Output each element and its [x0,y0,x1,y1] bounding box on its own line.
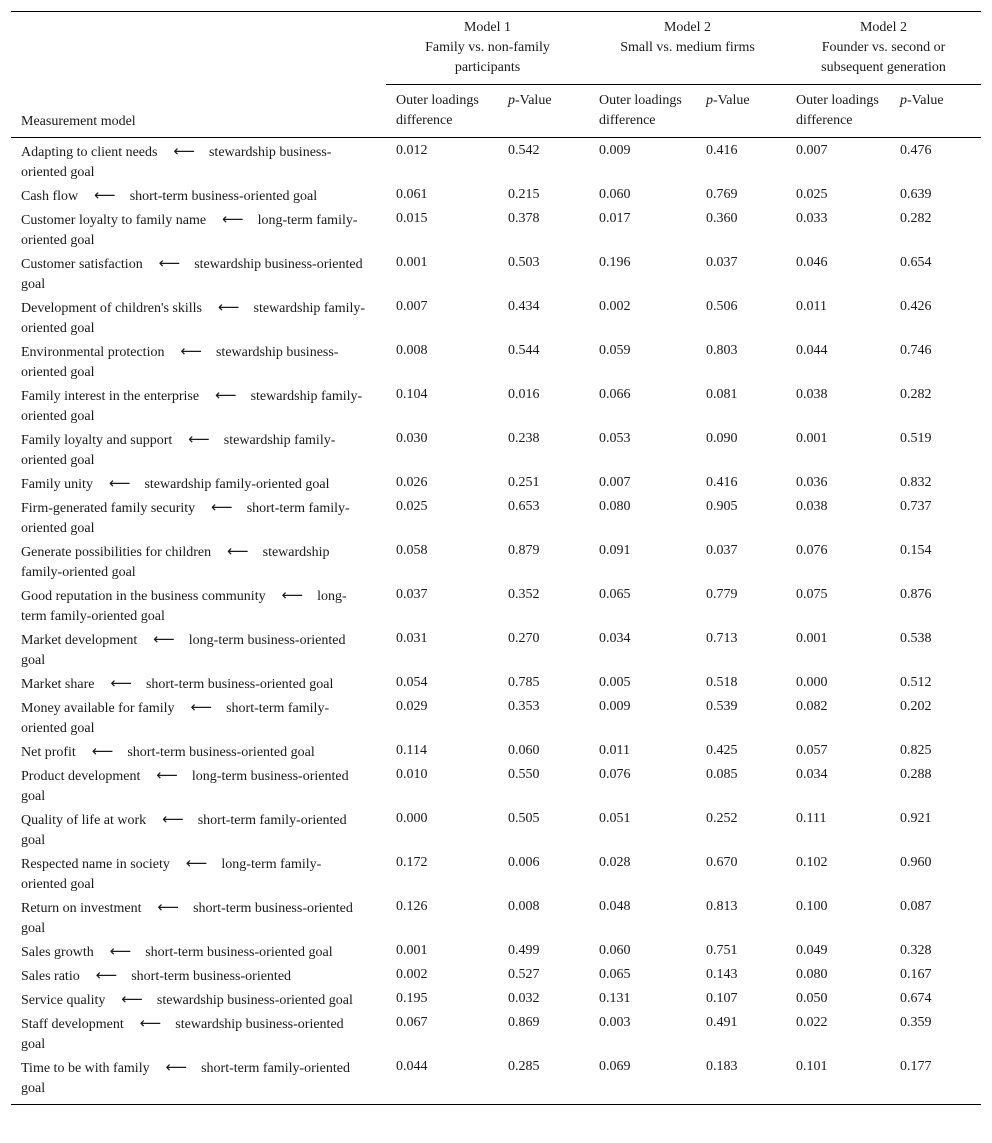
model-1-diff-cell: 0.067 [396,1015,428,1030]
model-3-pvalue-cell: 0.825 [900,743,932,758]
indicator-name: Customer loyalty to family name [21,213,207,228]
model-1-diff-cell: 0.114 [396,743,427,758]
table-row [11,988,981,1012]
model-3-pvalue-cell: 0.921 [900,811,932,826]
indicator-path-cell [11,184,386,208]
indicator-path-cell [11,740,386,764]
model-2-pvalue-cell: 0.252 [706,811,738,826]
model-3-heading [786,12,981,85]
construct-name: stewardship family-oriented goal [21,389,363,424]
table-header [11,12,981,138]
indicator-name: Development of children's skills [21,301,202,316]
indicator-name: Market share [21,677,95,692]
model-1-diff-cell: 0.061 [396,187,428,202]
model-3-diff-cell: 0.038 [796,499,828,514]
indicator-name: Customer satisfaction [21,257,143,272]
table-row [11,764,981,808]
model-2-diff-cell: 0.066 [599,387,631,402]
model-1-pvalue-cell: 0.378 [508,211,540,226]
indicator-name: Firm-generated family security [21,501,196,516]
invariance-results-table [11,11,981,1105]
indicator-path-cell [11,696,386,740]
model-1-pvalue-cell: 0.869 [508,1015,540,1030]
indicator-path-cell [11,496,386,540]
indicator-name: Family loyalty and support [21,433,173,448]
model-2-diff-cell: 0.060 [599,943,631,958]
model-1-pvalue-cell: 0.238 [508,431,540,446]
model-3-diff-cell: 0.011 [796,299,827,314]
indicator-path-cell [11,1012,386,1056]
indicator-path-cell [11,852,386,896]
model-3-subtitle-line1: Founder vs. second or [821,40,946,55]
model-3-title: Model 2 [859,20,908,35]
model-1-diff-cell: 0.015 [396,211,428,226]
model-1-pvalue-heading: p-Value [508,85,589,138]
model-2-pvalue-cell: 0.107 [706,991,738,1006]
model-1-pvalue-cell: 0.503 [508,255,540,270]
left-arrow-icon: ⟵ [108,474,131,492]
model-2-diff-cell: 0.060 [599,187,631,202]
table-row [11,628,981,672]
construct-name: stewardship business-oriented goal [156,993,353,1008]
model-1-pvalue-cell: 0.542 [508,143,540,158]
model-2-pvalue-cell: 0.905 [706,499,738,514]
model-3-pvalue-heading: p-Value [900,85,981,138]
model-2-diff-cell: 0.196 [599,255,631,270]
model-1-pvalue-cell: 0.352 [508,587,540,602]
indicator-name: Good reputation in the business community [21,589,266,604]
model-3-diff-cell: 0.076 [796,543,828,558]
indicator-path-cell [11,764,386,808]
left-arrow-icon: ⟵ [158,254,181,272]
model-1-pvalue-cell: 0.527 [508,967,540,982]
construct-name: short-term family-oriented goal [21,701,330,736]
construct-name: short-term business-oriented goal [21,901,353,936]
indicator-path-cell [11,672,386,696]
model-3-diff-cell: 0.034 [796,767,828,782]
model-3-diff-heading: Outer loadings difference [786,85,900,138]
model-2-pvalue-cell: 0.779 [706,587,738,602]
indicator-name: Staff development [21,1017,124,1032]
model-2-diff-cell: 0.053 [599,431,631,446]
model-1-pvalue-cell: 0.550 [508,767,540,782]
model-3-pvalue-cell: 0.288 [900,767,932,782]
model-1-diff-cell: 0.195 [396,991,428,1006]
construct-name: long-term family-oriented goal [21,589,347,624]
model-2-pvalue-cell: 0.491 [706,1015,738,1030]
indicator-name: Service quality [21,993,106,1008]
model-3-pvalue-cell: 0.426 [900,299,932,314]
left-arrow-icon: ⟵ [91,742,114,760]
model-1-diff-cell: 0.172 [396,855,428,870]
construct-name: short-term business-oriented goal [145,945,333,960]
indicator-name: Product development [21,769,141,784]
table-row [11,138,981,185]
indicator-path-cell [11,138,386,185]
left-arrow-icon: ⟵ [185,854,208,872]
left-arrow-icon: ⟵ [180,342,202,360]
model-2-diff-cell: 0.091 [599,543,631,558]
construct-name: stewardship business-oriented goal [21,1017,344,1052]
model-1-diff-cell: 0.002 [396,967,428,982]
left-arrow-icon: ⟵ [156,766,178,784]
construct-name: stewardship family-oriented goal [21,301,366,336]
model-1-diff-cell: 0.007 [396,299,428,314]
table-row [11,208,981,252]
left-arrow-icon: ⟵ [165,1058,188,1076]
model-3-diff-cell: 0.082 [796,699,828,714]
model-3-pvalue-cell: 0.639 [900,187,932,202]
table-body [11,138,981,1101]
model-1-diff-cell: 0.001 [396,255,428,270]
table-row [11,584,981,628]
model-3-pvalue-cell: 0.154 [900,543,932,558]
left-arrow-icon: ⟵ [153,630,175,648]
model-1-pvalue-cell: 0.434 [508,299,540,314]
construct-name: short-term family-oriented goal [21,501,350,536]
model-2-pvalue-cell: 0.416 [706,475,738,490]
model-3-pvalue-cell: 0.519 [900,431,932,446]
indicator-path-cell [11,384,386,428]
table-row [11,940,981,964]
indicator-path-cell [11,896,386,940]
model-2-diff-cell: 0.131 [599,991,631,1006]
model-2-pvalue-cell: 0.090 [706,431,738,446]
left-arrow-icon: ⟵ [211,498,233,516]
model-3-pvalue-cell: 0.359 [900,1015,932,1030]
model-2-pvalue-cell: 0.360 [706,211,738,226]
table-row [11,252,981,296]
model-2-title: Model 2 [663,20,712,35]
model-3-diff-cell: 0.080 [796,967,828,982]
left-arrow-icon: ⟵ [109,942,132,960]
left-arrow-icon: ⟵ [218,298,240,316]
model-2-diff-cell: 0.059 [599,343,631,358]
indicator-path-cell [11,964,386,988]
indicator-name: Quality of life at work [21,813,147,828]
model-3-diff-cell: 0.049 [796,943,828,958]
model-1-pvalue-cell: 0.544 [508,343,540,358]
model-2-diff-cell: 0.011 [599,743,630,758]
model-1-subtitle-line1: Family vs. non-family [425,40,550,55]
model-2-pvalue-cell: 0.751 [706,943,738,958]
model-3-pvalue-cell: 0.960 [900,855,932,870]
model-3-pvalue-cell: 0.746 [900,343,932,358]
model-1-pvalue-cell: 0.879 [508,543,540,558]
model-3-pvalue-cell: 0.654 [900,255,932,270]
model-1-pvalue-cell: 0.505 [508,811,540,826]
model-3-pvalue-cell: 0.282 [900,211,932,226]
model-1-pvalue-cell: 0.006 [508,855,540,870]
left-arrow-icon: ⟵ [281,586,304,604]
model-2-diff-cell: 0.076 [599,767,631,782]
table-row [11,296,981,340]
model-2-diff-cell: 0.080 [599,499,631,514]
model-1-diff-cell: 0.012 [396,143,428,158]
left-arrow-icon: ⟵ [110,674,132,692]
construct-name: stewardship business-oriented goal [21,145,332,180]
model-2-pvalue-cell: 0.518 [706,675,738,690]
indicator-path-cell [11,296,386,340]
model-1-pvalue-cell: 0.499 [508,943,540,958]
model-3-pvalue-cell: 0.177 [900,1059,932,1074]
model-3-diff-cell: 0.057 [796,743,828,758]
construct-name: stewardship family-oriented goal [21,545,330,580]
construct-name: short-term family-oriented goal [21,813,347,848]
model-3-pvalue-cell: 0.538 [900,631,932,646]
model-2-pvalue-cell: 0.813 [706,899,738,914]
model-2-pvalue-cell: 0.085 [706,767,738,782]
left-arrow-icon: ⟵ [227,542,249,560]
indicator-path-cell [11,340,386,384]
model-3-pvalue-cell: 0.737 [900,499,932,514]
model-1-diff-cell: 0.000 [396,811,428,826]
model-3-diff-cell: 0.022 [796,1015,828,1030]
table-row [11,740,981,764]
model-1-diff-cell: 0.001 [396,943,428,958]
model-3-pvalue-cell: 0.674 [900,991,932,1006]
model-1-pvalue-cell: 0.060 [508,743,540,758]
left-arrow-icon: ⟵ [162,810,184,828]
model-2-diff-cell: 0.034 [599,631,631,646]
model-1-diff-cell: 0.025 [396,499,428,514]
indicator-name: Cash flow [21,189,79,204]
table-row [11,540,981,584]
model-2-pvalue-cell: 0.037 [706,255,738,270]
indicator-name: Adapting to client needs [21,145,158,160]
model-2-pvalue-heading: p-Value [706,85,786,138]
model-3-pvalue-cell: 0.087 [900,899,932,914]
model-3-diff-cell: 0.033 [796,211,828,226]
model-3-diff-cell: 0.046 [796,255,828,270]
left-arrow-icon: ⟵ [222,210,244,228]
model-1-pvalue-cell: 0.251 [508,475,540,490]
construct-name: long-term family-oriented goal [21,213,358,248]
construct-name: short-term family-oriented goal [21,1061,351,1096]
model-1-diff-cell: 0.104 [396,387,428,402]
indicator-name: Family interest in the enterprise [21,389,200,404]
left-arrow-icon: ⟵ [190,698,213,716]
left-arrow-icon: ⟵ [94,186,116,204]
model-2-pvalue-cell: 0.416 [706,143,738,158]
left-arrow-icon: ⟵ [157,898,180,916]
model-1-pvalue-cell: 0.353 [508,699,540,714]
model-3-pvalue-cell: 0.876 [900,587,932,602]
indicator-path-cell [11,628,386,672]
model-3-diff-cell: 0.101 [796,1059,828,1074]
model-1-heading [386,12,589,85]
model-2-pvalue-cell: 0.183 [706,1059,738,1074]
model-2-subtitle-line1: Small vs. medium firms [620,40,755,55]
model-3-diff-cell: 0.001 [796,631,828,646]
construct-name: stewardship family-oriented goal [144,477,330,492]
indicator-path-cell [11,252,386,296]
model-2-diff-cell: 0.065 [599,587,631,602]
construct-name: short-term business-oriented goal [129,189,318,204]
indicator-name: Net profit [21,745,76,760]
model-1-pvalue-cell: 0.785 [508,675,540,690]
model-3-diff-cell: 0.100 [796,899,828,914]
construct-name: short-term business-oriented goal [127,745,315,760]
left-arrow-icon: ⟵ [188,430,210,448]
table-row [11,1056,981,1100]
indicator-name: Sales ratio [21,969,80,984]
table-row [11,472,981,496]
model-2-pvalue-cell: 0.143 [706,967,738,982]
model-3-diff-cell: 0.025 [796,187,828,202]
model-1-pvalue-cell: 0.016 [508,387,540,402]
table-row [11,384,981,428]
indicator-name: Time to be with family [21,1061,150,1076]
construct-name: stewardship family-oriented goal [21,433,336,468]
model-2-diff-cell: 0.051 [599,811,631,826]
construct-name: stewardship business-oriented goal [21,345,339,380]
table-row [11,672,981,696]
model-1-diff-cell: 0.010 [396,767,428,782]
construct-name: short-term business-oriented [131,969,292,984]
model-2-pvalue-cell: 0.539 [706,699,738,714]
model-3-diff-cell: 0.007 [796,143,828,158]
model-3-diff-cell: 0.102 [796,855,828,870]
model-1-diff-cell: 0.030 [396,431,428,446]
construct-name: long-term business-oriented goal [21,633,346,668]
results-table-container [11,11,981,1105]
left-arrow-icon: ⟵ [121,990,143,1008]
table-row [11,964,981,988]
model-3-pvalue-cell: 0.832 [900,475,932,490]
model-2-pvalue-cell: 0.713 [706,631,738,646]
table-row [11,340,981,384]
model-1-diff-cell: 0.054 [396,675,428,690]
model-1-diff-cell: 0.029 [396,699,428,714]
model-3-diff-cell: 0.050 [796,991,828,1006]
construct-name: stewardship business-oriented goal [21,257,363,292]
table-row [11,184,981,208]
model-3-diff-cell: 0.044 [796,343,828,358]
indicator-path-cell [11,940,386,964]
model-2-subtitle-line2 [589,58,786,78]
table-row [11,852,981,896]
model-1-pvalue-cell: 0.215 [508,187,540,202]
measurement-model-heading: Measurement model [11,12,386,138]
model-1-diff-cell: 0.026 [396,475,428,490]
model-3-subtitle-line2: subsequent generation [821,60,946,75]
model-1-pvalue-cell: 0.653 [508,499,540,514]
model-2-diff-cell: 0.002 [599,299,631,314]
indicator-name: Money available for family [21,701,175,716]
model-1-pvalue-cell: 0.008 [508,899,540,914]
indicator-name: Respected name in society [21,857,170,872]
model-2-pvalue-cell: 0.425 [706,743,738,758]
table-row [11,696,981,740]
model-1-diff-cell: 0.037 [396,587,428,602]
model-1-pvalue-cell: 0.285 [508,1059,540,1074]
model-3-diff-cell: 0.000 [796,675,828,690]
indicator-name: Environmental protection [21,345,165,360]
model-2-diff-cell: 0.009 [599,143,631,158]
model-3-diff-cell: 0.036 [796,475,828,490]
model-3-diff-cell: 0.111 [796,811,827,826]
indicator-name: Market development [21,633,138,648]
model-2-pvalue-cell: 0.081 [706,387,738,402]
model-2-diff-heading: Outer loadings difference [589,85,706,138]
model-3-diff-cell: 0.038 [796,387,828,402]
model-3-pvalue-cell: 0.282 [900,387,932,402]
model-3-pvalue-cell: 0.328 [900,943,932,958]
construct-name: long-term family-oriented goal [21,857,322,892]
model-2-diff-cell: 0.003 [599,1015,631,1030]
model-2-pvalue-cell: 0.670 [706,855,738,870]
model-1-diff-cell: 0.008 [396,343,428,358]
model-3-pvalue-cell: 0.476 [900,143,932,158]
indicator-name: Generate possibilities for children [21,545,212,560]
left-arrow-icon: ⟵ [215,386,237,404]
model-2-diff-cell: 0.069 [599,1059,631,1074]
left-arrow-icon: ⟵ [95,966,118,984]
model-3-diff-cell: 0.001 [796,431,828,446]
model-2-diff-cell: 0.048 [599,899,631,914]
model-2-diff-cell: 0.065 [599,967,631,982]
model-2-diff-cell: 0.007 [599,475,631,490]
left-arrow-icon: ⟵ [173,142,195,160]
indicator-path-cell [11,808,386,852]
model-3-pvalue-cell: 0.512 [900,675,932,690]
table-row [11,896,981,940]
model-2-heading [589,12,786,85]
model-2-pvalue-cell: 0.037 [706,543,738,558]
left-arrow-icon: ⟵ [139,1014,162,1032]
model-2-pvalue-cell: 0.803 [706,343,738,358]
indicator-path-cell [11,472,386,496]
model-1-diff-cell: 0.126 [396,899,428,914]
model-2-pvalue-cell: 0.769 [706,187,738,202]
table-row [11,808,981,852]
model-1-title: Model 1 [463,20,512,35]
table-row [11,428,981,472]
model-2-diff-cell: 0.028 [599,855,631,870]
model-1-diff-cell: 0.058 [396,543,428,558]
model-2-pvalue-cell: 0.506 [706,299,738,314]
indicator-path-cell [11,988,386,1012]
model-1-diff-cell: 0.044 [396,1059,428,1074]
table-row [11,496,981,540]
model-1-pvalue-cell: 0.270 [508,631,540,646]
table-row [11,1012,981,1056]
construct-name: short-term business-oriented goal [145,677,334,692]
model-2-diff-cell: 0.005 [599,675,631,690]
model-2-diff-cell: 0.017 [599,211,631,226]
indicator-path-cell [11,208,386,252]
model-1-subtitle-line2: participants [454,60,521,75]
model-1-diff-cell: 0.031 [396,631,428,646]
model-3-pvalue-cell: 0.167 [900,967,932,982]
model-1-diff-heading: Outer loadings difference [386,85,508,138]
model-2-diff-cell: 0.009 [599,699,631,714]
indicator-path-cell [11,428,386,472]
construct-name: long-term business-oriented goal [21,769,349,804]
indicator-path-cell [11,540,386,584]
model-3-diff-cell: 0.075 [796,587,828,602]
indicator-name: Family unity [21,477,93,492]
indicator-path-cell [11,1056,386,1100]
indicator-name: Return on investment [21,901,142,916]
indicator-path-cell [11,584,386,628]
indicator-name: Sales growth [21,945,94,960]
model-1-pvalue-cell: 0.032 [508,991,540,1006]
model-3-pvalue-cell: 0.202 [900,699,932,714]
